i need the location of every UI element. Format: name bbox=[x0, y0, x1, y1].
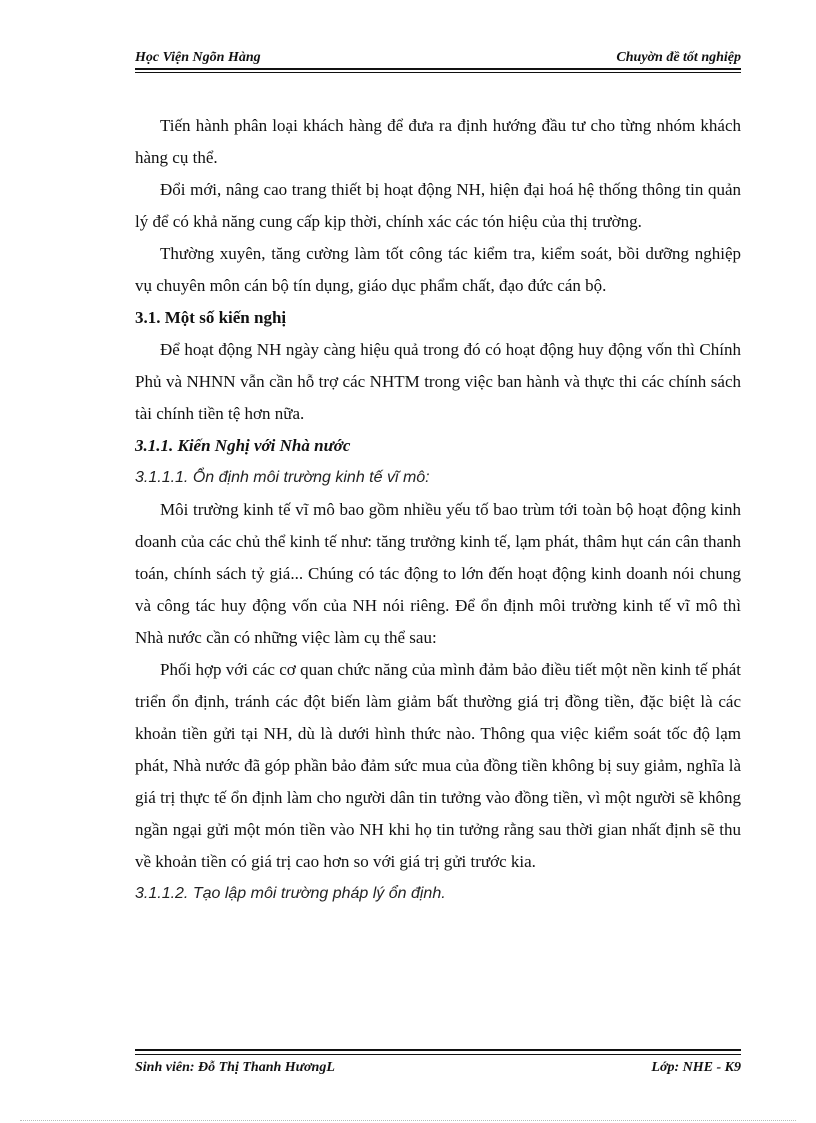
page-footer bbox=[135, 1058, 741, 1080]
footer-class: Lớp: NHE - K9 bbox=[651, 1060, 741, 1075]
footer-rule-thin bbox=[135, 1054, 741, 1055]
paragraph-inspection-training: Thường xuyên, tăng cường làm tốt công tác kiểm tra, kiểm soát, bồi dưỡng nghiệp vụ chuyên môn cán bộ tín dụng, giáo dục phẩm chất, đạo đức cán bộ. bbox=[135, 244, 741, 295]
header-document-type: Chuyờn đề tốt nghiệp bbox=[616, 50, 741, 65]
header-rule-thick bbox=[135, 68, 741, 70]
page-bottom-dotted-line bbox=[20, 1120, 796, 1121]
paragraph-government-support: Để hoạt động NH ngày càng hiệu quả trong đó có hoạt động huy động vốn thì Chính Phủ và NHNN vẫn cần hỗ trợ các NHTM trong việc ban hành và thực thi các chính sách tài chính tiền tệ hơn nữa. bbox=[135, 340, 741, 423]
paragraph-customer-classification: Tiến hành phân loại khách hàng để đưa ra định hướng đầu tư cho từng nhóm khách hàng cụ thể. bbox=[135, 116, 741, 167]
heading-3-1-1-1: 3.1.1.1. Ổn định môi trường kinh tế vĩ mô: bbox=[135, 469, 430, 486]
paragraph-equipment-modernization: Đổi mới, nâng cao trang thiết bị hoạt động NH, hiện đại hoá hệ thống thông tin quản lý để có khả năng cung cấp kịp thời, chính xác các tón hiệu của thị trường. bbox=[135, 180, 741, 231]
header-institution: Học Viện Ngõn Hàng bbox=[135, 50, 261, 65]
heading-3-1: 3.1. Một số kiến nghị bbox=[135, 308, 287, 327]
paragraph-macro-environment: Môi trường kinh tế vĩ mô bao gồm nhiều yếu tố bao trùm tới toàn bộ hoạt động kinh doanh của các chủ thể kinh tế như: tăng trưởng kinh tế, lạm phát, thâm hụt cán cân thanh toán, chính sách tỷ giá... Chúng có tác động to lớn đến hoạt động kinh doanh nói chung và công tác huy động vốn của NH nói riêng. Để ổn định môi trường kinh tế vĩ mô thì Nhà nước cần có những việc làm cụ thể sau: bbox=[135, 500, 741, 647]
page-body bbox=[135, 110, 741, 910]
heading-3-1-1: 3.1.1. Kiến Nghị với Nhà nước bbox=[135, 436, 351, 455]
footer-rule-thick bbox=[135, 1049, 741, 1051]
header-rule-thin bbox=[135, 72, 741, 73]
paragraph-coordination: Phối hợp với các cơ quan chức năng của mình đảm bảo điều tiết một nền kinh tế phát triển ổn định, tránh các đột biến làm giảm bất thường giá trị đồng tiền, đặc biệt là các khoản tiền gửi tại NH, dù là dưới hình thức nào. Thông qua việc kiểm soát tốc độ lạm phát, Nhà nước đã góp phần bảo đảm sức mua của đồng tiền không bị suy giảm, nghĩa là giá trị thực tế ổn định làm cho người dân tin tưởng vào đồng tiền, vì một người sẽ không ngần ngại gửi một món tiền vào NH khi họ tin tưởng rằng sau thời gian nhất định sẽ thu về khoản tiền có giá trị cao hơn so với giá trị gửi trước kia. bbox=[135, 660, 741, 871]
footer-student-name: Sinh viên: Đỗ Thị Thanh HươngL bbox=[135, 1060, 335, 1075]
heading-3-1-1-2: 3.1.1.2. Tạo lập môi trường pháp lý ổn định. bbox=[135, 885, 446, 902]
page-header bbox=[135, 48, 741, 70]
